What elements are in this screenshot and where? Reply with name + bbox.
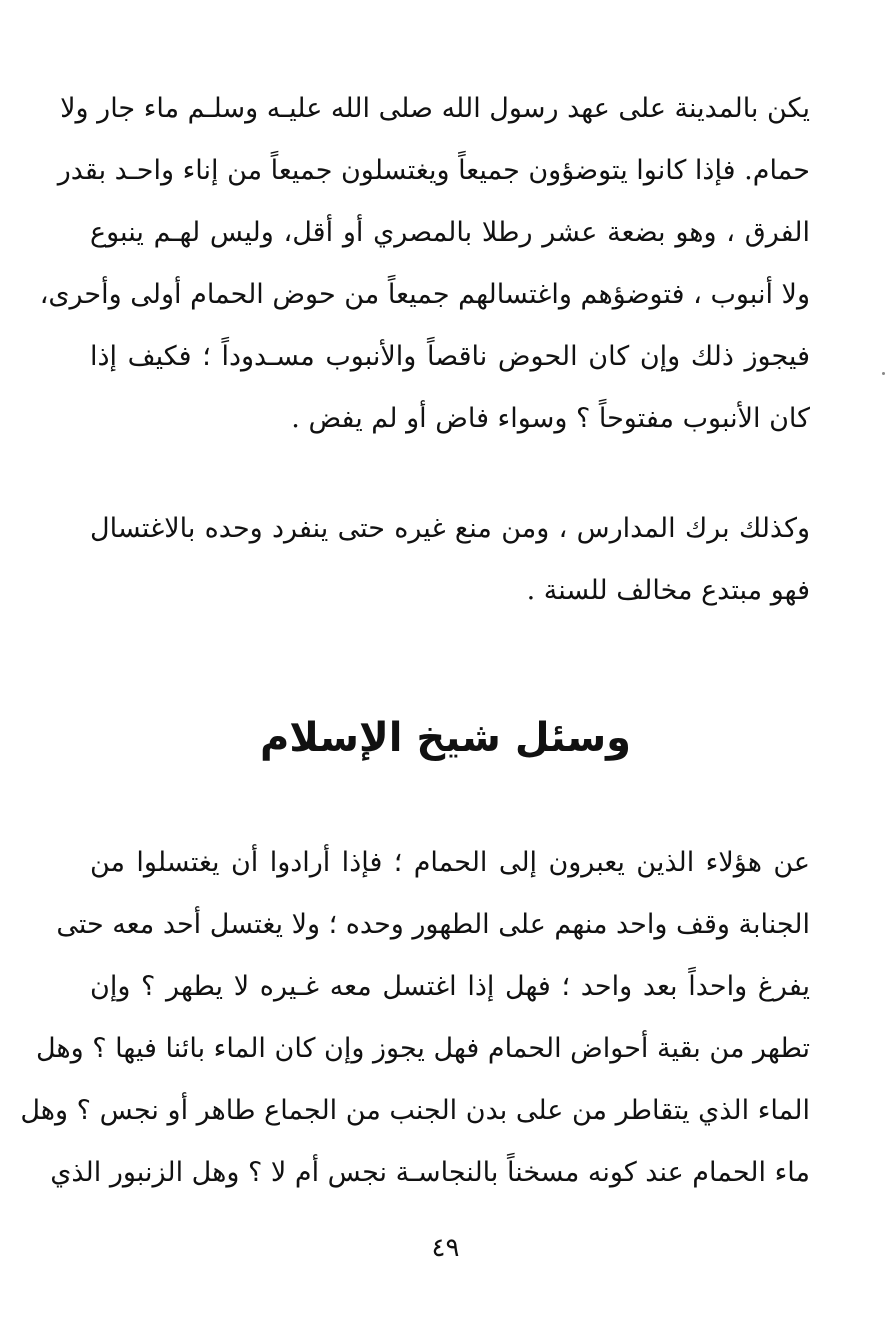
text-line: ولا أنبوب ، فتوضؤهم واغتسالهم جميعاً من حوض الحمام أولى وأحرى، bbox=[39, 279, 810, 310]
text-line: حمام. فإذا كانوا يتوضؤون جميعاً ويغتسلون جميعاً من إناء واحـد بقدر bbox=[57, 155, 810, 186]
text-line: ماء الحمام عند كونه مسخناً بالنجاسـة نجس أم لا ؟ وهل الزنبور الذي bbox=[50, 1157, 810, 1188]
section-heading: وسئل شيخ الإسلام bbox=[259, 715, 632, 761]
paragraph-3 bbox=[20, 832, 810, 1204]
text-line: فهو مبتدع مخالف للسنة . bbox=[526, 575, 810, 606]
paragraph-2 bbox=[90, 498, 810, 622]
text-line: عن هؤلاء الذين يعبرون إلى الحمام ؛ فإذا أرادوا أن يغتسلوا من bbox=[90, 847, 810, 878]
text-line: الماء الذي يتقاطر من على بدن الجنب من الجماع طاهر أو نجس ؟ وهل bbox=[20, 1095, 810, 1126]
text-line: الجنابة وقف واحد منهم على الطهور وحده ؛ ولا يغتسل أحد معه حتى bbox=[56, 909, 810, 940]
text-line: الفرق ، وهو بضعة عشر رطلا بالمصري أو أقل، وليس لهـم ينبوع bbox=[90, 217, 810, 248]
page-number: ٤٩ bbox=[431, 1233, 460, 1263]
text-line: تطهر من بقية أحواض الحمام فهل يجوز وإن كان الماء بائنا فيها ؟ وهل bbox=[35, 1033, 810, 1064]
text-line: يفرغ واحداً بعد واحد ؛ فهل إذا اغتسل معه غـيره لا يطهر ؟ وإن bbox=[90, 971, 810, 1002]
text-line: وكذلك برك المدارس ، ومن منع غيره حتى ينفرد وحده بالاغتسال bbox=[90, 513, 810, 544]
text-line: فيجوز ذلك وإن كان الحوض ناقصاً والأنبوب مسـدوداً ؛ فكيف إذا bbox=[90, 341, 810, 372]
paragraph-1 bbox=[39, 78, 810, 450]
text-line: كان الأنبوب مفتوحاً ؟ وسواء فاض أو لم يفض . bbox=[291, 403, 810, 434]
scan-speck bbox=[882, 372, 885, 375]
text-line: يكن بالمدينة على عهد رسول الله صلى الله عليـه وسلـم ماء جار ولا bbox=[60, 93, 810, 124]
